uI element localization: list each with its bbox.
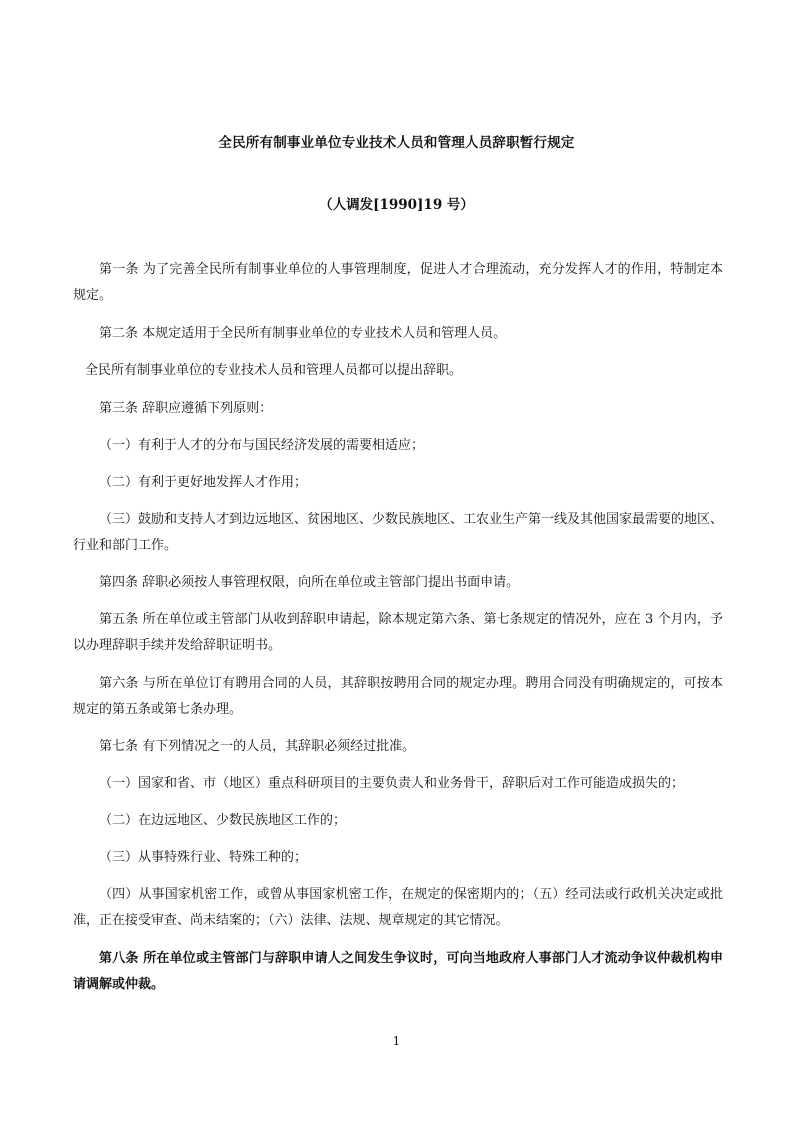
article-6: 第六条 与所在单位订有聘用合同的人员，其辞职按聘用合同的规定办理。聘用合同没有明确规定的，可按本规定的第五条或第七条办理。 bbox=[73, 676, 723, 717]
article-7-item-1: （一）国家和省、市（地区）重点科研项目的主要负责人和业务骨干，辞职后对工作可能造成损失的； bbox=[99, 776, 685, 791]
article-2: 第二条 本规定适用于全民所有制事业单位的专业技术人员和管理人员。 bbox=[99, 326, 507, 341]
page-number: 1 bbox=[392, 1034, 401, 1048]
article-7-item-3: （三）从事特殊行业、特殊工种的； bbox=[99, 850, 308, 865]
article-1: 第一条 为了完善全民所有制事业单位的人事管理制度，促进人才合理流动，充分发挥人才的作用，特制定本规定。 bbox=[73, 262, 723, 303]
article-8: 第八条 所在单位或主管部门与辞职申请人之间发生争议时，可向当地政府人事部门人才流动争议仲裁机构申请调解或仲裁。 bbox=[73, 951, 723, 992]
article-7-item-4-6: （四）从事国家机密工作，或曾从事国家机密工作，在规定的保密期内的；（五）经司法或行政机关决定或批准，正在接受审查、尚未结案的；（六）法律、法规、规章规定的其它情况。 bbox=[73, 887, 723, 928]
article-4: 第四条 辞职必须按人事管理权限，向所在单位或主管部门提出书面申请。 bbox=[99, 575, 520, 590]
article-3-item-1: （一）有利于人才的分布与国民经济发展的需要相适应； bbox=[99, 438, 425, 453]
article-3-item-3: （三）鼓励和支持人才到边远地区、贫困地区、少数民族地区、工农业生产第一线及其他国家最需要的地区、行业和部门工作。 bbox=[73, 512, 724, 553]
article-7-item-2: （二）在边远地区、少数民族地区工作的； bbox=[99, 813, 347, 828]
article-3-item-2: （二）有利于更好地发挥人才作用； bbox=[99, 475, 308, 490]
article-3: 第三条 辞职应遵循下列原则： bbox=[99, 401, 273, 416]
article-2-clause: 全民所有制事业单位的专业技术人员和管理人员都可以提出辞职。 bbox=[85, 363, 463, 378]
article-7: 第七条 有下列情况之一的人员，其辞职必须经过批准。 bbox=[99, 739, 416, 754]
document-title: 全民所有制事业单位专业技术人员和管理人员辞职暂行规定 bbox=[218, 135, 575, 151]
document-number: （人调发[1990]19 号） bbox=[319, 197, 474, 213]
article-5: 第五条 所在单位或主管部门从收到辞职申请起，除本规定第六条、第七条规定的情况外，应在 3 个月内，予以办理辞职手续并发给辞职证明书。 bbox=[73, 612, 723, 653]
